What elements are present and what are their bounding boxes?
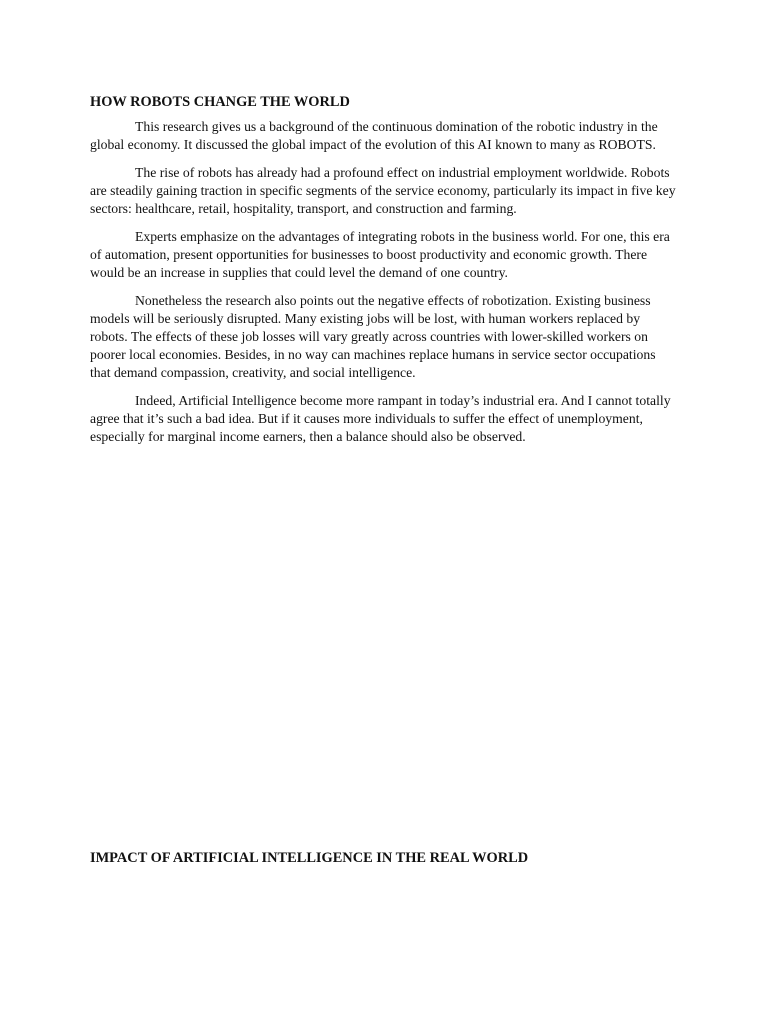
paragraph: The rise of robots has already had a profound effect on industrial employment worldwide. Robots are steadily gaining traction in specific segments of the service economy, particularly its impact in five key sectors: healthcare, retail, hospitality, transport, and construction and farming. [90,165,676,216]
paragraph: Indeed, Artificial Intelligence become more rampant in today’s industrial era. And I cannot totally agree that it’s such a bad idea. But if it causes more individuals to suffer the effect of unemployment, especially for marginal income earners, then a balance should also be observed. [90,393,671,444]
section-heading-2: IMPACT OF ARTIFICIAL INTELLIGENCE IN THE REAL WORLD [90,850,529,866]
paragraph: This research gives us a background of the continuous domination of the robotic industry in the global economy. It discussed the global impact of the evolution of this AI known to many as ROBOTS. [90,119,658,152]
section-heading: HOW ROBOTS CHANGE THE WORLD [90,94,350,110]
paragraph: Nonetheless the research also points out the negative effects of robotization. Existing business models will be seriously disrupted. Many existing jobs will be lost, with human workers replaced by robots. The effects of these job losses will vary greatly across countries with lower-skilled workers on poorer local economies. Besides, in no way can machines replace humans in service sector occupations that demand compassion, creativity, and social intelligence. [90,293,656,380]
document-body [90,93,678,456]
paragraph: Experts emphasize on the advantages of integrating robots in the business world. For one, this era of automation, present opportunities for businesses to boost productivity and economic growth. There would be an increase in supplies that could level the demand of one country. [90,229,670,280]
